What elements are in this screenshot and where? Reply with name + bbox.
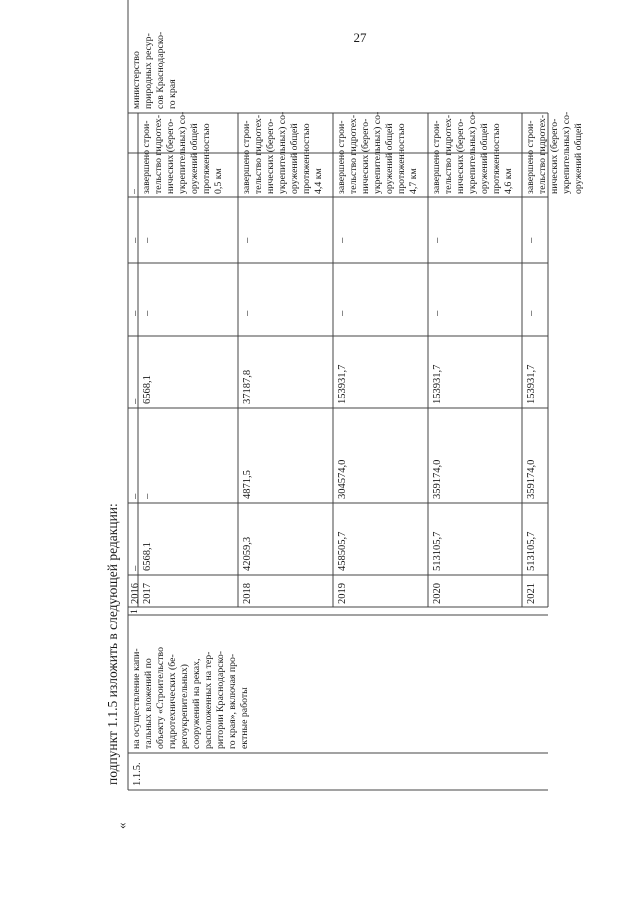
- result-cell-line: тельство гидротех-: [348, 114, 359, 194]
- result-cell-line: укрепительных) со-: [561, 111, 572, 194]
- result-cell-line: оружений общей: [479, 123, 490, 194]
- total-cell: 513105,7: [432, 531, 443, 571]
- federal-cell: 359174,0: [432, 459, 443, 499]
- executor: [131, 0, 179, 109]
- extra-cell: –: [526, 237, 537, 243]
- local-cell: –: [432, 310, 443, 316]
- result-cell-line: оружений общей: [573, 123, 584, 194]
- result-cell-line: протяженностью: [301, 123, 312, 194]
- result-cell-line: протяженностью: [491, 123, 502, 194]
- row-name-line: гидротехнических (бе-: [167, 654, 178, 749]
- regional-cell: 37187,8: [242, 369, 253, 404]
- result-cell-line: завершено строи-: [431, 120, 442, 194]
- local-cell: –: [142, 310, 153, 316]
- result-cell-line: нических (берего-: [265, 118, 276, 194]
- row-name-line: объекту «Строительство: [155, 646, 166, 749]
- result-cell: [241, 98, 325, 194]
- result-cell-line: нических (берего-: [549, 118, 560, 194]
- result-cell-line: укрепительных) со-: [467, 111, 478, 194]
- regional-cell: 153931,7: [526, 364, 537, 404]
- result-cell-line: тельство гидротех-: [253, 114, 264, 194]
- extra-cell: –: [242, 237, 253, 243]
- result-cell-line: завершено строи-: [525, 120, 536, 194]
- federal-cell: 304574,0: [337, 459, 348, 499]
- result-cell-line: нических (берего-: [360, 118, 371, 194]
- regional-cell: 6568,1: [142, 375, 153, 404]
- year-cell: 2017: [142, 583, 153, 604]
- result-cell-line: 4,4 км: [313, 168, 324, 194]
- row-name-line: ритории Краснодарско-: [215, 650, 226, 749]
- result-cell-line: –: [129, 189, 140, 194]
- total-cell: 458505,7: [337, 531, 348, 571]
- local-cell: –: [526, 310, 537, 316]
- local-cell: –: [337, 310, 348, 316]
- result-cell-line: 0,5 км: [213, 168, 224, 194]
- row-name: [131, 613, 251, 749]
- total-cell: 42059,3: [242, 536, 253, 571]
- result-cell-line: оружений общей: [289, 123, 300, 194]
- row-name-line: тальных вложений по: [143, 658, 154, 749]
- year-cell: 2018: [242, 583, 253, 604]
- total-cell: –: [130, 565, 141, 571]
- result-cell-line: нических (берего-: [455, 118, 466, 194]
- year-cell: 2020: [432, 583, 443, 604]
- year-cell: 2021: [526, 583, 537, 604]
- extra-cell: –: [337, 237, 348, 243]
- row-name-line: на осуществление капи-: [131, 648, 142, 749]
- result-cell-line: укрепительных) со-: [277, 111, 288, 194]
- executor-line: природных ресур-: [143, 33, 154, 109]
- result-cell-line: завершено строи-: [141, 120, 152, 194]
- result-cell: [336, 98, 420, 194]
- result-cell-line: завершено строи-: [241, 120, 252, 194]
- page-number: 27: [353, 30, 367, 45]
- federal-cell: 4871,5: [242, 470, 253, 499]
- result-cell-line: 4,6 км: [503, 168, 514, 194]
- extra-cell: –: [432, 237, 443, 243]
- year-cell: 2019: [337, 583, 348, 604]
- total-cell: 513105,7: [526, 531, 537, 571]
- total-cell: 6568,1: [142, 542, 153, 571]
- federal-cell: –: [130, 493, 141, 499]
- result-cell-line: 4,7 км: [408, 168, 419, 194]
- result-cell-line: протяженностью: [396, 123, 407, 194]
- result-cell-line: укрепительных) со-: [177, 111, 188, 194]
- row-name-line: сооружений на реках,: [191, 658, 202, 749]
- result-cell-line: тельство гидротех-: [153, 114, 164, 194]
- regional-cell: –: [130, 398, 141, 404]
- regional-cell: 153931,7: [432, 364, 443, 404]
- result-cell-line: протяженностью: [201, 123, 212, 194]
- quote-mark: «: [114, 822, 129, 829]
- result-cell-line: тельство гидротех-: [537, 114, 548, 194]
- result-cell: [141, 98, 225, 194]
- row-name-line: ектные работы: [239, 687, 250, 749]
- executor-line: го края: [167, 79, 178, 109]
- row-name-line: го края», включая про-: [227, 653, 238, 749]
- executor-line: министерство: [131, 51, 142, 109]
- federal-cell: –: [142, 493, 153, 499]
- row-name-line: расположенных на тер-: [203, 651, 214, 749]
- regional-cell: 153931,7: [337, 364, 348, 404]
- executor-line: сов Краснодарско-: [155, 31, 166, 109]
- result-cell-line: тельство гидротех-: [443, 114, 454, 194]
- result-cell-line: оружений общей: [384, 123, 395, 194]
- row-name-line: регоукрепительных): [179, 664, 190, 749]
- result-cell: [525, 98, 585, 194]
- local-cell: –: [242, 310, 253, 316]
- result-cell: [129, 98, 141, 194]
- year-cell: 2016: [130, 583, 141, 604]
- result-cell-line: укрепительных) со-: [372, 111, 383, 194]
- result-cell: [431, 98, 515, 194]
- result-cell-line: оружений общей: [189, 123, 200, 194]
- local-cell: –: [130, 310, 141, 316]
- federal-cell: 359174,0: [526, 459, 537, 499]
- intro-text: подпункт 1.1.5 изложить в следующей редакции:: [105, 503, 120, 785]
- result-cell-line: нических (берего-: [165, 118, 176, 194]
- status-code: 1: [129, 609, 140, 614]
- extra-cell: –: [130, 237, 141, 243]
- row-number: 1.1.5.: [132, 762, 143, 786]
- extra-cell: –: [142, 237, 153, 243]
- result-cell-line: завершено строи-: [336, 120, 347, 194]
